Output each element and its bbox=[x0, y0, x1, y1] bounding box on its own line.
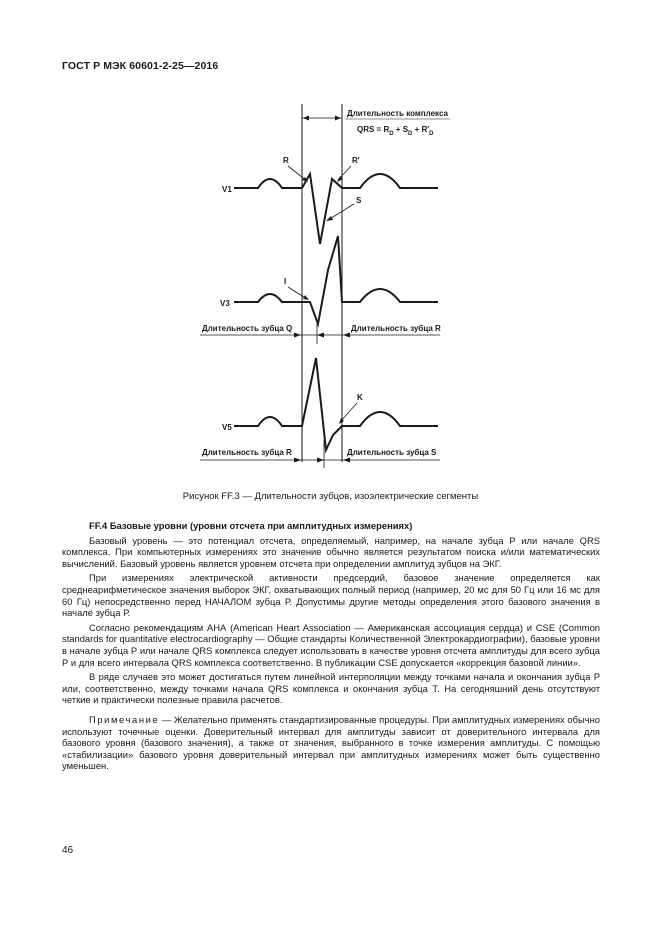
note-paragraph bbox=[62, 714, 600, 772]
v1-trace bbox=[234, 174, 438, 244]
lead-v1-label: V1 bbox=[222, 185, 232, 194]
label-s: S bbox=[356, 196, 362, 205]
r-duration-v5-label: Длительность зубца R bbox=[202, 448, 292, 457]
q-duration-label: Длительность зубца Q bbox=[202, 324, 293, 333]
r-duration-v3-label: Длительность зубца R bbox=[351, 324, 441, 333]
paragraph-4: В ряде случаев это может достигаться путем линейной интерполяции между точками начала и окончания зубца Р или, соответственно, между точками начала QRS комплекса и окончания зубца Т. На сегодняшний день отсутствуют четкие и практически полезные правила расчетов. bbox=[62, 671, 600, 706]
complex-duration-label: Длительность комплекса bbox=[347, 109, 448, 118]
paragraph-1: Базовый уровень — это потенциал отсчета, определяемый, например, на начале зубца Р или начале QRS комплекса. При компьютерных измерениях это значение обычно является результатом поиска и/или математических вычислений. Базовый уровень является уровнем отсчета при определении амплитуд зубцов на ЭКГ. bbox=[62, 534, 600, 569]
section-ff4 bbox=[62, 520, 600, 775]
note-label: Примечание bbox=[89, 713, 160, 725]
figure-caption: Рисунок FF.3 — Длительности зубцов, изоэлектрические сегменты bbox=[182, 491, 479, 502]
note-text: — Желательно применять стандартизированные процедуры. При амплитудных измерениях обычно используют точечные оценки. Доверительный интервал для амплитуды зависит от доверительного интервала для базового уровня (базового значения), а также от значения, выбранного в точке измерения амплитуды. С помощью «стабилизации» базового уровня доверительный интервал при амплитудных измерениях может быть существенно уменьшен. bbox=[62, 713, 600, 772]
ecg-duration-figure bbox=[190, 100, 450, 470]
label-r-prime: R' bbox=[352, 156, 360, 165]
ecg-diagram-svg bbox=[190, 100, 450, 470]
lead-v5-label: V5 bbox=[222, 423, 232, 432]
qrs-formula: QRS = $R_D + S_D + R'_D$ bbox=[357, 125, 434, 137]
label-r: R bbox=[283, 156, 289, 165]
paragraph-2: При измерениях электрической активности предсердий, базовое значение определяется как среднеарифметическое значения выборок ЭКГ, охватывающих полный период (например, 20 мс для 50 Гц или 16 мс для 60 Гц) непосредственно перед НАЧАЛОМ зубца Р. Допустимы другие методы определения этого базового значения в начале зубца Р. bbox=[62, 572, 600, 619]
document-header: ГОСТ Р МЭК 60601-2-25—2016 bbox=[62, 60, 219, 72]
page-number: 46 bbox=[62, 845, 74, 856]
v3-trace bbox=[234, 236, 438, 324]
paragraph-3: Согласно рекомендациям АНА (American Heart Association — Американская ассоциация сердца) и CSE (Common standards for quantitative electrocardiography — Общие стандарты Количественной Электрокардиографии), базовые уровни в начале зубца Р или начале QRS комплекса следует использовать в качестве уровня отсчета амплитуды для всего зубца Р и для всего интервала QRS комплекса соответственно. В публикации CSE допускается «коррекция базовой линии». bbox=[62, 621, 600, 668]
v5-trace bbox=[234, 358, 438, 450]
s-duration-label: Длительность зубца S bbox=[347, 448, 437, 457]
section-heading: FF.4 Базовые уровни (уровни отсчета при амплитудных измерениях) bbox=[89, 520, 413, 531]
label-i: I bbox=[284, 277, 287, 286]
lead-v3-label: V3 bbox=[220, 299, 230, 308]
label-k: K bbox=[357, 393, 363, 402]
